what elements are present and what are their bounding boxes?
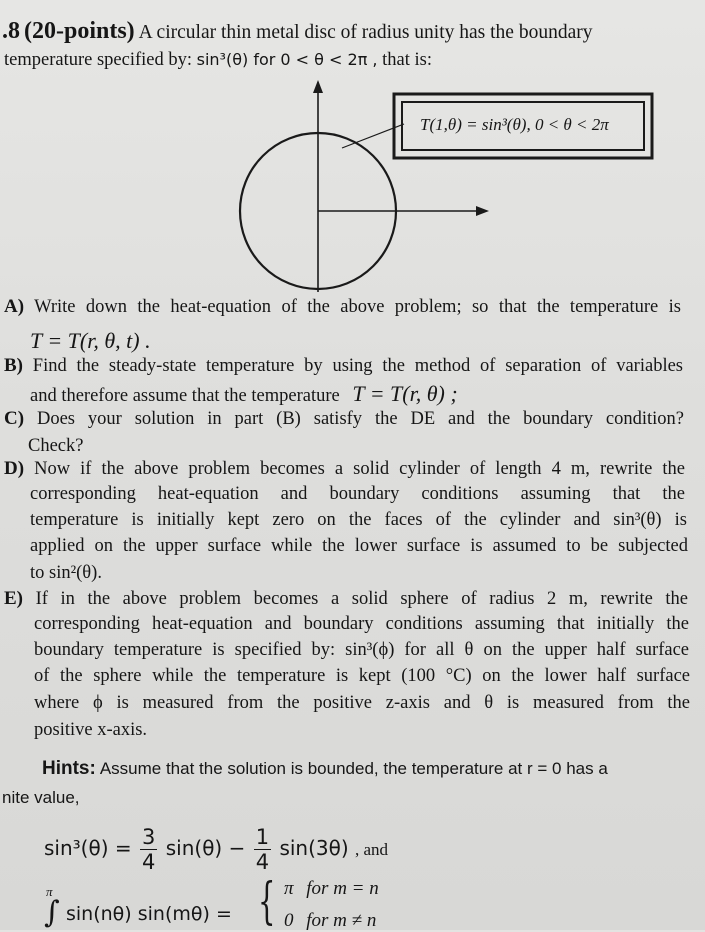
- part-d-line-4: applied on the upper surface while the lower surface is assumed to be subjected: [30, 536, 688, 556]
- part-c-label: C): [4, 408, 25, 429]
- part-d-line-5: to sin²(θ).: [30, 563, 102, 583]
- integral-sign: ∫: [44, 895, 60, 930]
- fraction-2-denominator: 4: [255, 850, 270, 874]
- part-b-line-2: [30, 381, 458, 407]
- part-c-line-2: Check?: [28, 436, 84, 456]
- cases-brace: {: [258, 872, 276, 930]
- part-d-label: D): [4, 458, 25, 479]
- hints-label: Hints:: [42, 758, 96, 779]
- part-e-line-2: corresponding heat-equation and boundary conditions assuming that initially the: [34, 614, 689, 634]
- part-e-text-1: If in the above problem becomes a solid sphere of radius 2 m, rewrite the: [35, 589, 688, 609]
- part-d-line-2: corresponding heat-equation and boundary conditions assuming that the: [30, 484, 685, 504]
- problem-number: .8: [2, 18, 20, 44]
- part-e-line-1: [4, 588, 688, 610]
- part-a-label: A): [4, 296, 25, 317]
- identity-lhs: sin³(θ) =: [44, 836, 132, 860]
- fraction-1-numerator: 3: [142, 825, 156, 849]
- case-2: [284, 910, 376, 932]
- part-b-line-1: [4, 355, 683, 377]
- x-axis-arrowhead: [476, 206, 489, 216]
- y-axis-arrowhead: [313, 80, 323, 93]
- part-d-line-3: temperature is initially kept zero on the faces of the cylinder and sin³(θ) is: [30, 510, 687, 530]
- part-d-text-1: Now if the above problem becomes a solid cylinder of length 4 m, rewrite the: [34, 459, 686, 479]
- part-e-line-3: boundary temperature is specified by: sin³(ϕ) for all θ on the upper half surface: [34, 640, 689, 660]
- disc-figure: [0, 0, 705, 310]
- part-c-text-1: Does your solution in part (B) satisfy the DE and the boundary condition?: [36, 409, 685, 429]
- case-2-value: 0: [284, 910, 294, 931]
- case-1-value: π: [284, 878, 294, 899]
- integral-expression: sin(nθ) sin(mθ) =: [66, 903, 232, 925]
- part-e-label: E): [4, 588, 23, 609]
- intro-text-b: that is:: [382, 50, 432, 70]
- part-b-text-1: Find the steady-state temperature by using the method of separation of variables: [32, 356, 683, 376]
- part-e-line-4: of the sphere while the temperature is kept (100 °C) on the lower half surface: [34, 666, 690, 686]
- hints-line-1: [42, 758, 608, 780]
- part-e-line-6: positive x-axis.: [34, 720, 148, 740]
- part-a-line-2: T = T(r, θ, t) .: [30, 328, 151, 353]
- hints-text-1: Assume that the solution is bounded, the temperature at r = 0 has a: [99, 759, 608, 778]
- fraction-2-numerator: 1: [255, 825, 270, 849]
- intro-text-a: temperature specified by:: [4, 50, 192, 70]
- fraction-one-quarter: [254, 825, 271, 874]
- case-1: [284, 878, 379, 900]
- problem-points: (20-points): [24, 18, 135, 44]
- intro-expression: sin³(θ) for 0 < θ < 2π ,: [196, 50, 378, 69]
- part-a-text-1: Write down the heat-equation of the above problem; so that the temperature is: [34, 297, 681, 317]
- intro-line-1: A circular thin metal disc of radius unity has the boundary: [138, 22, 593, 43]
- part-a-line-1: [4, 296, 681, 318]
- sin-cubed-identity: [44, 818, 388, 880]
- boundary-condition-label: T(1,θ) = sin³(θ), 0 < θ < 2π: [420, 115, 609, 134]
- fraction-1-denominator: 4: [142, 850, 156, 874]
- part-b-expression: T = T(r, θ) ;: [352, 381, 458, 406]
- case-1-condition: for m = n: [306, 878, 379, 899]
- part-b-text-2: and therefore assume that the temperature: [30, 386, 340, 406]
- case-2-condition: for m ≠ n: [306, 910, 377, 931]
- fraction-three-quarters: [140, 825, 157, 874]
- part-e-line-5: where ϕ is measured from the positive z-axis and θ is measured from the: [34, 693, 690, 713]
- identity-term-1: sin(θ) −: [165, 836, 246, 860]
- part-d-line-1: [4, 458, 685, 480]
- integral-upper-limit: π: [46, 884, 53, 899]
- part-c-line-1: [4, 408, 684, 430]
- identity-and: , and: [355, 840, 389, 859]
- part-b-label: B): [4, 355, 23, 376]
- hints-line-2: nite value,: [2, 788, 80, 807]
- identity-term-2: sin(3θ): [279, 836, 349, 860]
